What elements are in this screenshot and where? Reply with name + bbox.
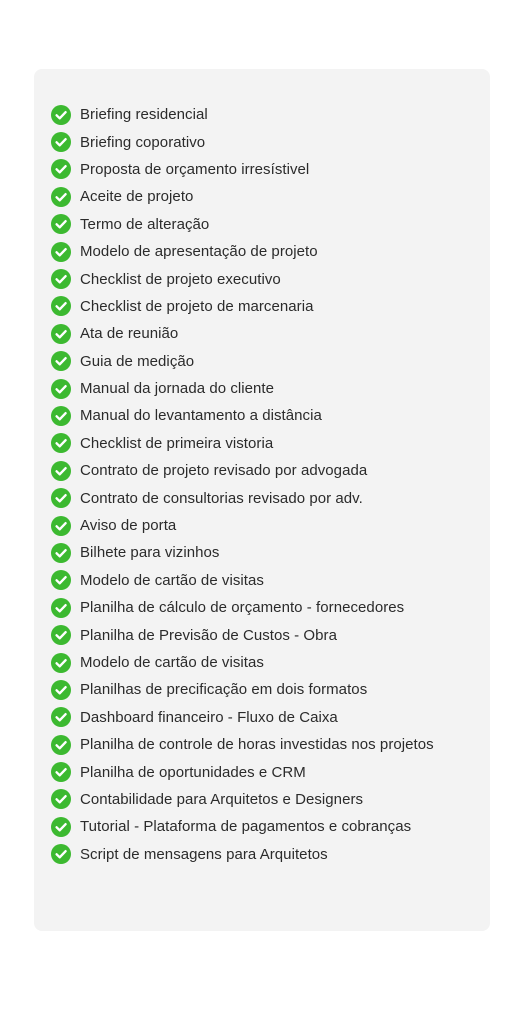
check-circle-icon <box>51 159 71 179</box>
list-item <box>51 375 434 402</box>
list-item-label: Contrato de projeto revisado por advogada <box>80 462 368 480</box>
list-item <box>51 813 434 840</box>
list-item-label: Checklist de projeto executivo <box>80 270 281 288</box>
list-item <box>51 649 434 676</box>
check-circle-icon <box>51 132 71 152</box>
check-circle-icon <box>51 707 71 727</box>
check-circle-icon <box>51 379 71 399</box>
check-circle-icon <box>51 269 71 289</box>
list-item <box>51 786 434 813</box>
list-item <box>51 731 434 758</box>
check-circle-icon <box>51 351 71 371</box>
check-circle-icon <box>51 105 71 125</box>
list-item-label: Planilhas de precificação em dois formatos <box>80 681 368 699</box>
check-circle-icon <box>51 598 71 618</box>
list-item-label: Contrato de consultorias revisado por adv. <box>80 489 363 507</box>
list-item-label: Checklist de projeto de marcenaria <box>80 297 314 315</box>
list-item-label: Checklist de primeira vistoria <box>80 434 274 452</box>
list-item <box>51 128 434 155</box>
list-item-label: Proposta de orçamento irresístivel <box>80 160 310 178</box>
check-circle-icon <box>51 817 71 837</box>
list-item <box>51 265 434 292</box>
list-item <box>51 704 434 731</box>
list-item-label: Contabilidade para Arquitetos e Designers <box>80 790 364 808</box>
list-item <box>51 293 434 320</box>
check-circle-icon <box>51 516 71 536</box>
checklist <box>51 101 434 868</box>
list-item-label: Briefing coporativo <box>80 133 206 151</box>
check-circle-icon <box>51 242 71 262</box>
list-item-label: Script de mensagens para Arquitetos <box>80 845 328 863</box>
list-item <box>51 594 434 621</box>
list-item <box>51 539 434 566</box>
check-circle-icon <box>51 406 71 426</box>
check-circle-icon <box>51 653 71 673</box>
list-item <box>51 156 434 183</box>
list-item <box>51 758 434 785</box>
checklist-card <box>34 69 490 931</box>
list-item <box>51 320 434 347</box>
list-item <box>51 676 434 703</box>
check-circle-icon <box>51 570 71 590</box>
list-item-label: Briefing residencial <box>80 106 208 124</box>
list-item-label: Planilha de cálculo de orçamento - fornecedores <box>80 599 405 617</box>
check-circle-icon <box>51 214 71 234</box>
list-item-label: Manual do levantamento a distância <box>80 407 322 425</box>
check-circle-icon <box>51 461 71 481</box>
list-item-label: Aviso de porta <box>80 517 177 535</box>
check-circle-icon <box>51 488 71 508</box>
list-item-label: Planilha de Previsão de Custos - Obra <box>80 626 337 644</box>
list-item <box>51 238 434 265</box>
list-item <box>51 402 434 429</box>
list-item-label: Bilhete para vizinhos <box>80 544 220 562</box>
list-item <box>51 512 434 539</box>
list-item <box>51 841 434 868</box>
list-item-label: Guia de medição <box>80 352 195 370</box>
check-circle-icon <box>51 625 71 645</box>
list-item-label: Aceite de projeto <box>80 188 194 206</box>
check-circle-icon <box>51 789 71 809</box>
list-item-label: Modelo de apresentação de projeto <box>80 243 318 261</box>
check-circle-icon <box>51 543 71 563</box>
list-item <box>51 183 434 210</box>
list-item-label: Modelo de cartão de visitas <box>80 654 264 671</box>
list-item <box>51 348 434 375</box>
check-circle-icon <box>51 324 71 344</box>
list-item <box>51 621 434 648</box>
list-item-label: Planilha de controle de horas investidas nos projetos <box>80 736 434 754</box>
list-item-label: Ata de reunião <box>80 325 179 343</box>
check-circle-icon <box>51 680 71 700</box>
check-circle-icon <box>51 187 71 207</box>
list-item-label: Planilha de oportunidades e CRM <box>80 763 306 781</box>
list-item-label: Termo de alteração <box>80 215 210 233</box>
list-item-label: Modelo de cartão de visitas <box>80 571 264 589</box>
check-circle-icon <box>51 844 71 864</box>
list-item <box>51 567 434 594</box>
list-item <box>51 430 434 457</box>
list-item <box>51 101 434 128</box>
list-item-label: Manual da jornada do cliente <box>80 380 275 398</box>
list-item <box>51 457 434 484</box>
list-item-label: Tutorial - Plataforma de pagamentos e cobranças <box>80 818 412 836</box>
check-circle-icon <box>51 296 71 316</box>
check-circle-icon <box>51 762 71 782</box>
list-item <box>51 484 434 511</box>
check-circle-icon <box>51 735 71 755</box>
list-item <box>51 211 434 238</box>
list-item-label: Dashboard financeiro - Fluxo de Caixa <box>80 708 338 726</box>
check-circle-icon <box>51 433 71 453</box>
